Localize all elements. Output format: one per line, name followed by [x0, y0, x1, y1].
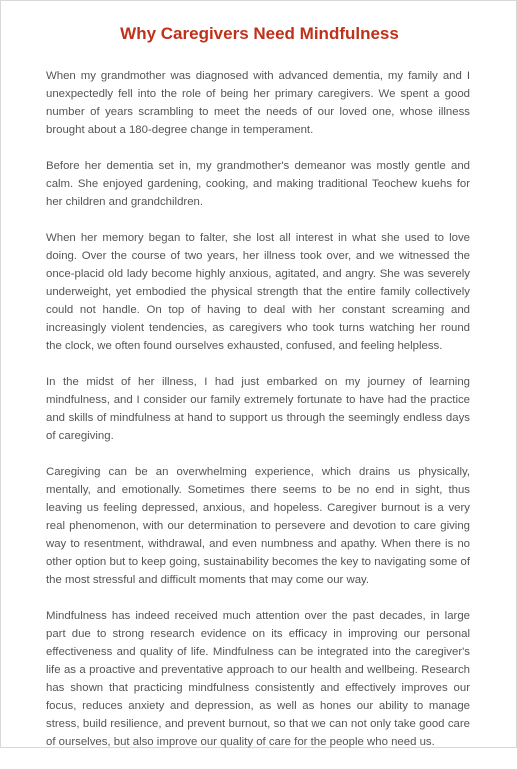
paragraph: In the midst of her illness, I had just embarked on my journey of learning mindfulness, and I consider our family extremely fortunate to have had the practice and skills of mindfulness at hand to support us through the seemingly endless days of caregiving. — [46, 376, 470, 442]
paragraph: When her memory began to falter, she lost all interest in what she used to love doing. Over the course of two years, her illness took over, and we witnessed the once-placid old lady become highly anxious, agitated, and angry. She was severely underweight, yet embodied the physical strength that the entire family collectively could not handle. On top of having to deal with her constant screaming and increasingly violent tendencies, as caregivers who took turns watching her round the clock, we often found ourselves exhausted, confused, and feeling helpless. — [46, 232, 470, 352]
article-title: Why Caregivers Need Mindfulness — [120, 24, 399, 43]
paragraph: When my grandmother was diagnosed with advanced dementia, my family and I unexpectedly fell into the role of being her primary caregivers. We spent a good number of years scrambling to meet the needs of our loved one, whose illness brought about a 180-degree change in temperament. — [46, 70, 470, 136]
paragraph: Caregiving can be an overwhelming experience, which drains us physically, mentally, and emotionally. Sometimes there seems to be no end in sight, thus leaving us feeling depressed, anxious, and hopeless. Caregiver burnout is a very real phenomenon, with our determination to persevere and devotion to care giving way to resentment, withdrawal, and even numbness and apathy. When there is no other option but to keep going, sustainability becomes the key to navigating some of the most stressful and difficult moments that may come our way. — [46, 466, 470, 586]
article-body — [46, 67, 470, 769]
paragraph: Mindfulness has indeed received much attention over the past decades, in large part due to strong research evidence on its efficacy in improving our personal effectiveness and quality of life. Mindfulness can be integrated into the caregiver's life as a proactive and preventative approach to our health and wellbeing. Research has shown that practicing mindfulness consistently and effectively improves our focus, reduces anxiety and depression, as well as hones our ability to manage stress, build resilience, and prevent burnout, so that we can not only take good care of ourselves, but also improve our quality of care for the people who need us. — [46, 610, 470, 748]
paragraph: Before her dementia set in, my grandmother's demeanor was mostly gentle and calm. She enjoyed gardening, cooking, and making traditional Teochew kuehs for her children and grandchildren. — [46, 160, 470, 208]
